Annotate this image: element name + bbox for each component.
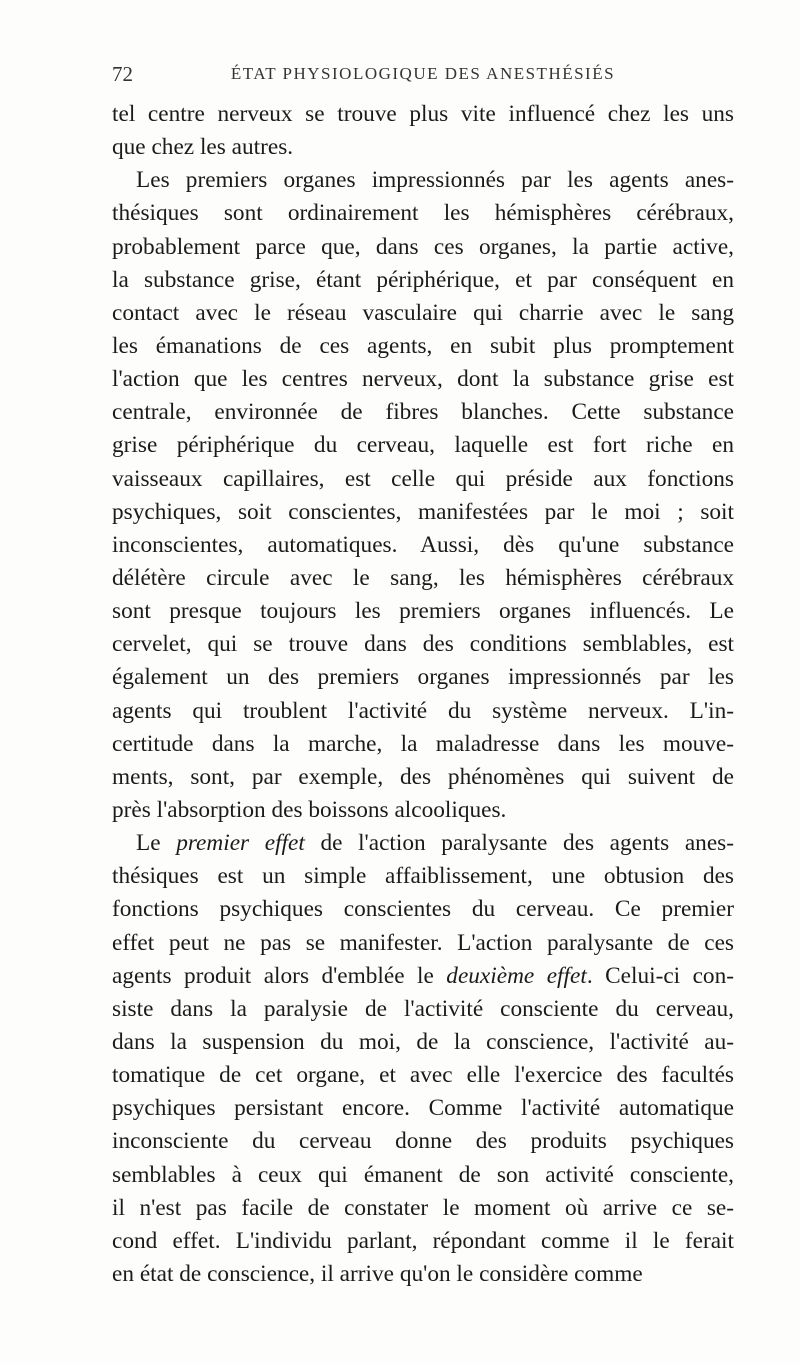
text-line: probablement parce que, dans ces organes, la partie active,	[112, 233, 734, 260]
text-line: dans la suspension du moi, de la conscience, l'activité au-	[112, 1028, 734, 1055]
text-line: contact avec le réseau vasculaire qui charrie avec le sang	[112, 299, 734, 326]
text-line: fonctions psychiques conscientes du cerveau. Ce premier	[112, 896, 734, 923]
text-line: thésiques est un simple affaiblissement, une obtusion des	[112, 863, 734, 890]
text-line: certitude dans la marche, la maladresse dans les mouve-	[112, 730, 734, 757]
text-line: il n'est pas facile de constater le moment où arrive ce se-	[112, 1194, 734, 1221]
text-line: la substance grise, étant périphérique, et par conséquent en	[112, 266, 734, 293]
text-line: tel centre nerveux se trouve plus vite influencé chez les uns	[112, 101, 734, 127]
text-line	[112, 827, 734, 860]
text-line: cervelet, qui se trouve dans des conditions semblables, est	[112, 631, 734, 658]
emphasis-deuxieme-effet: deuxième effet	[446, 962, 587, 989]
text-line: psychiques, soit conscientes, manifestées par le moi ; soit	[112, 498, 734, 525]
text-line: les émanations de ces agents, en subit plus promptement	[112, 332, 734, 359]
text-line: tomatique de cet organe, et avec elle l'exercice des facultés	[112, 1062, 734, 1089]
text-line: agents qui troublent l'activité du système nerveux. L'in-	[112, 697, 734, 724]
text-run: de l'action paralysante des agents anes-	[304, 830, 734, 857]
text-run: Le	[136, 830, 177, 857]
text-line: également un des premiers organes impressionnés par les	[112, 664, 734, 691]
text-line: semblables à ceux qui émanent de son activité consciente,	[112, 1161, 734, 1188]
paragraph-2	[112, 164, 734, 827]
text-run: . Celui-ci con-	[586, 962, 734, 989]
text-line: en état de conscience, il arrive qu'on le considère comme	[112, 1260, 643, 1287]
text-line: psychiques persistant encore. Comme l'activité automatique	[112, 1095, 734, 1122]
text-line: effet peut ne pas se manifester. L'action paralysante de ces	[112, 929, 734, 956]
page-number: 72	[112, 62, 133, 86]
text-line: délétère circule avec le sang, les hémisphères cérébraux	[112, 564, 734, 591]
text-line: inconscientes, automatiques. Aussi, dès qu'une substance	[112, 531, 734, 558]
text-line: que chez les autres.	[112, 134, 294, 161]
text-line: centrale, environnée de fibres blanches. Cette substance	[112, 399, 734, 426]
text-line: cond effet. L'individu parlant, répondant comme il le ferait	[112, 1227, 734, 1254]
paragraph-3	[112, 827, 734, 1291]
text-line: près l'absorption des boissons alcooliques.	[112, 796, 507, 823]
text-line: inconsciente du cerveau donne des produits psychiques	[112, 1128, 734, 1155]
text-run: agents produit alors d'emblée le	[112, 962, 447, 989]
running-title: ÉTAT PHYSIOLOGIQUE DES ANESTHÉSIÉS	[230, 64, 616, 83]
text-line	[112, 960, 734, 993]
text-line: l'action que les centres nerveux, dont la substance grise est	[112, 366, 734, 393]
emphasis-premier-effet: premier effet	[176, 830, 305, 857]
body-text	[112, 98, 734, 1291]
text-line: Les premiers organes impressionnés par les agents anes-	[136, 167, 734, 194]
text-line: sont presque toujours les premiers organes influencés. Le	[112, 598, 734, 625]
text-line: grise périphérique du cerveau, laquelle est fort riche en	[112, 432, 734, 459]
page-header	[112, 62, 734, 86]
text-line: vaisseaux capillaires, est celle qui préside aux fonctions	[112, 465, 734, 492]
text-line: thésiques sont ordinairement les hémisphères cérébraux,	[112, 200, 734, 227]
text-line: ments, sont, par exemple, des phénomènes qui suivent de	[112, 763, 734, 790]
text-line: siste dans la paralysie de l'activité consciente du cerveau,	[112, 995, 734, 1022]
paragraph-1	[112, 98, 734, 164]
